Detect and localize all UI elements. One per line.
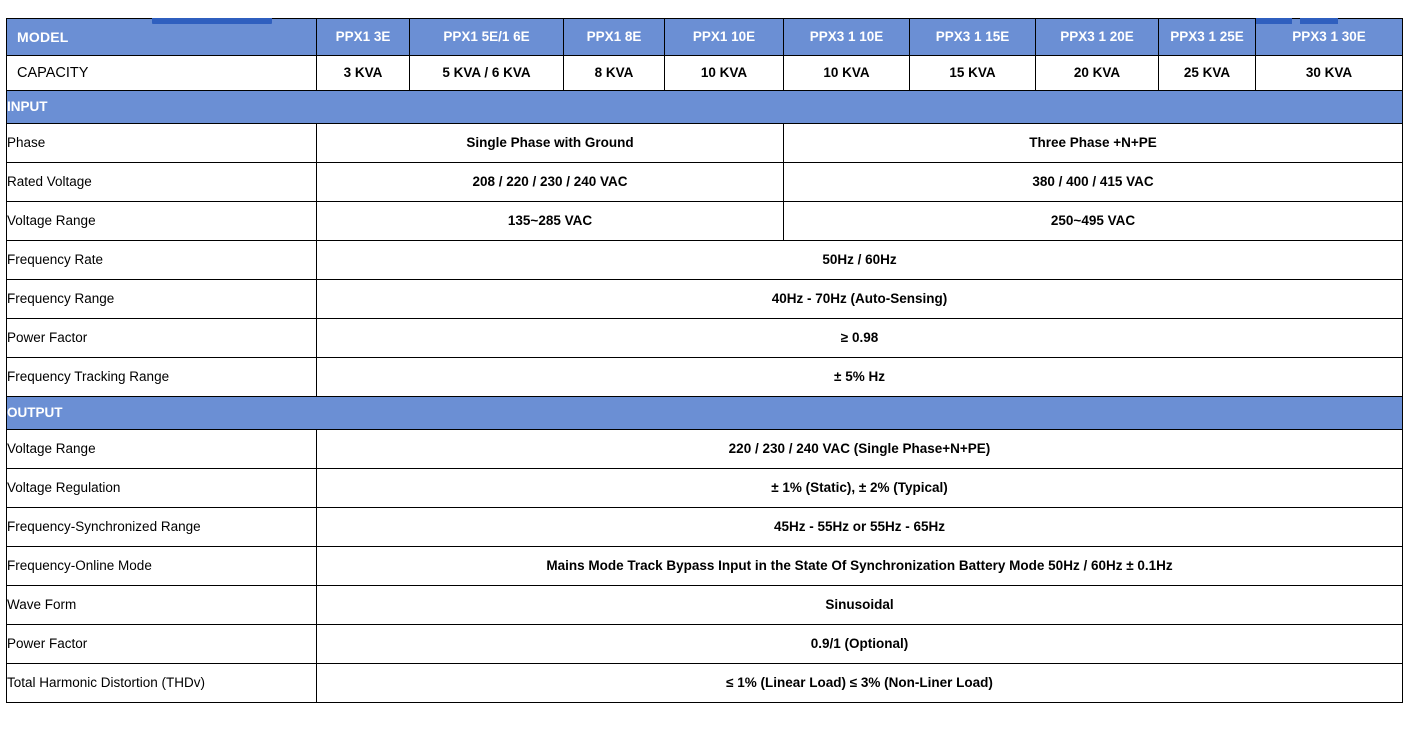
capacity-value-8: 25 KVA — [1159, 56, 1256, 91]
table-row — [7, 664, 1403, 703]
row-label: Frequency Rate — [7, 241, 317, 280]
capacity-value-5: 10 KVA — [784, 56, 910, 91]
table-row — [7, 508, 1403, 547]
row-value-three-phase: 380 / 400 / 415 VAC — [784, 163, 1403, 202]
row-value-single-phase: 208 / 220 / 230 / 240 VAC — [317, 163, 784, 202]
row-value: Mains Mode Track Bypass Input in the State Of Synchronization Battery Mode 50Hz / 60Hz ± 0.1Hz — [317, 547, 1403, 586]
table-row — [7, 163, 1403, 202]
table-row — [7, 586, 1403, 625]
row-value: ± 5% Hz — [317, 358, 1403, 397]
header-model-3: PPX1 8E — [564, 19, 665, 56]
header-model-7: PPX3 1 20E — [1036, 19, 1159, 56]
row-label: Total Harmonic Distortion (THDv) — [7, 664, 317, 703]
title-fragment-right-1 — [1256, 18, 1292, 24]
row-value: 220 / 230 / 240 VAC (Single Phase+N+PE) — [317, 430, 1403, 469]
header-model-8: PPX3 1 25E — [1159, 19, 1256, 56]
row-label: Rated Voltage — [7, 163, 317, 202]
row-label: Voltage Regulation — [7, 469, 317, 508]
row-label: Frequency Tracking Range — [7, 358, 317, 397]
capacity-value-7: 20 KVA — [1036, 56, 1159, 91]
title-fragment-left — [152, 18, 272, 24]
table-row — [7, 547, 1403, 586]
row-label: Phase — [7, 124, 317, 163]
capacity-value-1: 3 KVA — [317, 56, 410, 91]
header-model-2: PPX1 5E/1 6E — [410, 19, 564, 56]
row-label: Power Factor — [7, 625, 317, 664]
table-row — [7, 241, 1403, 280]
specification-table — [6, 18, 1403, 703]
section-header-row — [7, 91, 1403, 124]
table-row — [7, 358, 1403, 397]
row-label: Voltage Range — [7, 202, 317, 241]
header-model-9: PPX3 1 30E — [1256, 19, 1403, 56]
row-label: Wave Form — [7, 586, 317, 625]
row-value-single-phase: Single Phase with Ground — [317, 124, 784, 163]
header-model-4: PPX1 10E — [665, 19, 784, 56]
row-value: ≥ 0.98 — [317, 319, 1403, 358]
row-value: ± 1% (Static), ± 2% (Typical) — [317, 469, 1403, 508]
row-value: 50Hz / 60Hz — [317, 241, 1403, 280]
row-label: Voltage Range — [7, 430, 317, 469]
table-row — [7, 625, 1403, 664]
section-title: OUTPUT — [7, 397, 1403, 430]
capacity-value-3: 8 KVA — [564, 56, 665, 91]
row-value-three-phase: Three Phase +N+PE — [784, 124, 1403, 163]
section-header-row — [7, 397, 1403, 430]
table-row — [7, 430, 1403, 469]
header-model-5: PPX3 1 10E — [784, 19, 910, 56]
row-value-three-phase: 250~495 VAC — [784, 202, 1403, 241]
row-label: Frequency-Synchronized Range — [7, 508, 317, 547]
row-value: 45Hz - 55Hz or 55Hz - 65Hz — [317, 508, 1403, 547]
capacity-value-2: 5 KVA / 6 KVA — [410, 56, 564, 91]
capacity-row — [7, 56, 1403, 91]
cut-off-title-decoration — [0, 18, 1410, 32]
row-label: Frequency-Online Mode — [7, 547, 317, 586]
section-title: INPUT — [7, 91, 1403, 124]
row-value: Sinusoidal — [317, 586, 1403, 625]
header-model-6: PPX3 1 15E — [910, 19, 1036, 56]
header-model-label: MODEL — [7, 19, 317, 56]
row-label: Power Factor — [7, 319, 317, 358]
table-row — [7, 319, 1403, 358]
table-row — [7, 202, 1403, 241]
capacity-value-4: 10 KVA — [665, 56, 784, 91]
header-model-1: PPX1 3E — [317, 19, 410, 56]
table-row — [7, 124, 1403, 163]
table-row — [7, 469, 1403, 508]
capacity-label: CAPACITY — [7, 56, 317, 91]
row-value: ≤ 1% (Linear Load) ≤ 3% (Non-Liner Load) — [317, 664, 1403, 703]
row-value-single-phase: 135~285 VAC — [317, 202, 784, 241]
table-row — [7, 280, 1403, 319]
row-value: 40Hz - 70Hz (Auto-Sensing) — [317, 280, 1403, 319]
row-label: Frequency Range — [7, 280, 317, 319]
capacity-value-6: 15 KVA — [910, 56, 1036, 91]
capacity-value-9: 30 KVA — [1256, 56, 1403, 91]
title-fragment-right-2 — [1300, 18, 1338, 24]
spec-sheet-page — [0, 18, 1410, 748]
row-value: 0.9/1 (Optional) — [317, 625, 1403, 664]
